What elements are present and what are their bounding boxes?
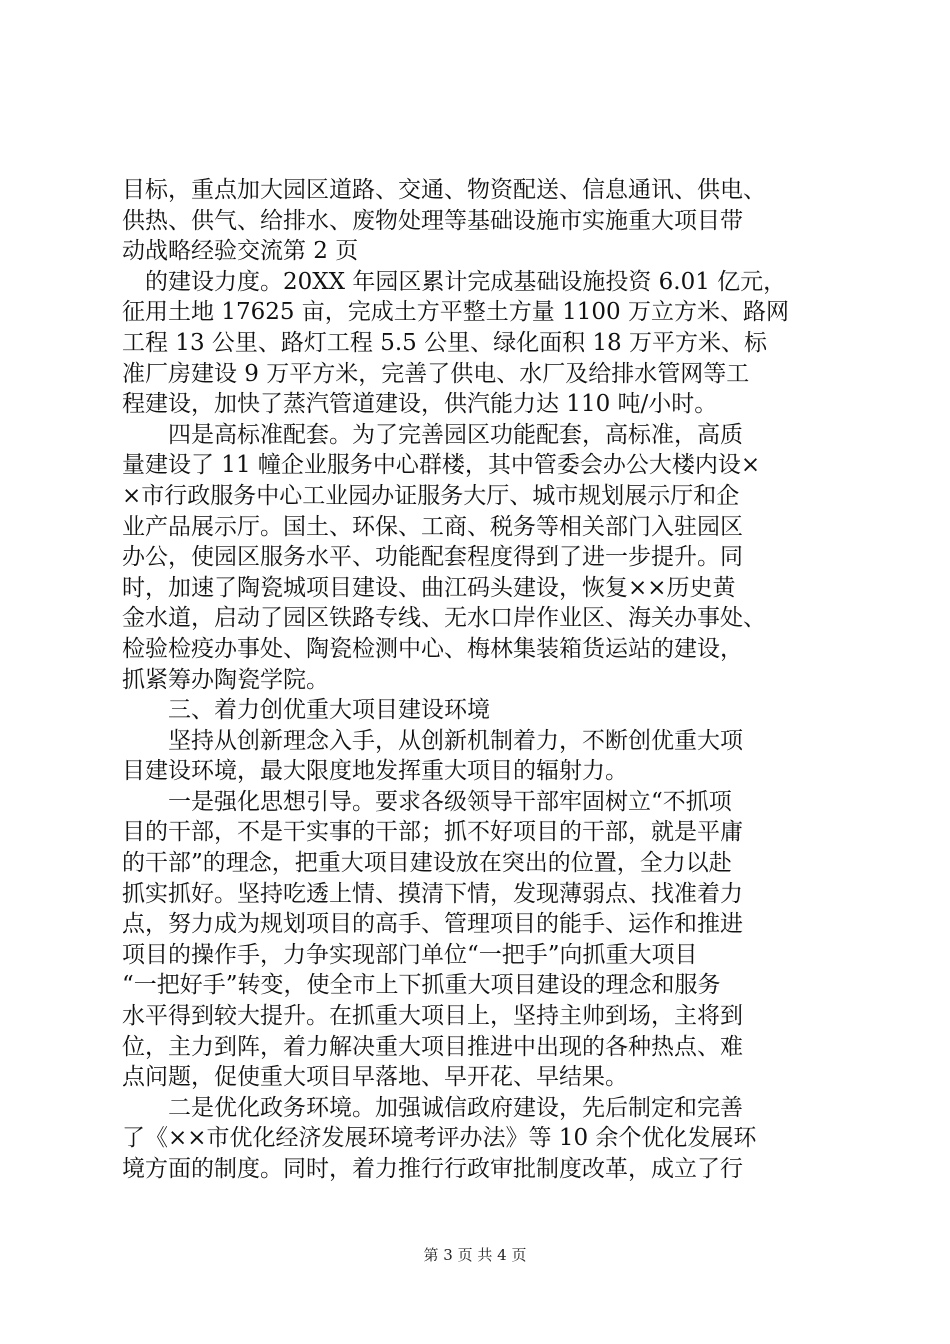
body-line: 一是强化思想引导。要求各级领导干部牢固树立“不抓项	[122, 788, 732, 815]
body-line: 位，主力到阵，着力解决重大项目推进中出现的各种热点、难	[122, 1033, 743, 1060]
body-line: 点，努力成为规划项目的高手、管理项目的能手、运作和推进	[122, 911, 743, 938]
body-line: 抓紧筹办陶瓷学院。	[122, 666, 329, 693]
body-line: 目建设环境，最大限度地发挥重大项目的辐射力。	[122, 758, 628, 785]
body-line: 境方面的制度。同时，着力推行行政审批制度改革，成立了行	[122, 1156, 743, 1182]
section-heading: 三、着力创优重大项目建设环境	[122, 697, 490, 724]
body-line: 动战略经验交流第 2 页	[122, 238, 359, 265]
body-line: 二是优化政务环境。加强诚信政府建设，先后制定和完善	[122, 1094, 743, 1121]
body-line: 项目的操作手，力争实现部门单位“一把手”向抓重大项目	[122, 941, 698, 968]
body-line: 量建设了 11 幢企业服务中心群楼，其中管委会办公大楼内设×	[122, 452, 761, 479]
body-line: ×市行政服务中心工业园办证服务大厅、城市规划展示厅和企	[122, 482, 740, 509]
body-line: “一把好手”转变，使全市上下抓重大项目建设的理念和服务	[122, 972, 721, 999]
document-body	[122, 175, 842, 1185]
body-line: 金水道，启动了园区铁路专线、无水口岸作业区、海关办事处、	[122, 605, 766, 632]
body-line: 准厂房建设 9 万平方米，完善了供电、水厂及给排水管网等工	[122, 360, 750, 387]
body-line: 办公，使园区服务水平、功能配套程度得到了进一步提升。同	[122, 544, 743, 571]
body-line: 业产品展示厅。国土、环保、工商、税务等相关部门入驻园区	[122, 513, 743, 540]
body-line: 供热、供气、给排水、废物处理等基础设施市实施重大项目带	[122, 207, 743, 234]
page-number-footer: 第 3 页 共 4 页	[423, 1246, 527, 1264]
body-line: 时，加速了陶瓷城项目建设、曲江码头建设，恢复××历史黄	[122, 574, 736, 601]
body-line: 的建设力度。20XX 年园区累计完成基础设施投资 6.01 亿元，	[122, 268, 787, 295]
body-line: 四是高标准配套。为了完善园区功能配套，高标准，高质	[122, 421, 743, 448]
body-line: 点问题，促使重大项目早落地、早开花、早结果。	[122, 1064, 628, 1091]
body-line: 程建设，加快了蒸汽管道建设，供汽能力达 110 吨/小时。	[122, 391, 718, 418]
body-line: 水平得到较大提升。在抓重大项目上，坚持主帅到场，主将到	[122, 1003, 743, 1030]
body-line: 坚持从创新理念入手，从创新机制着力，不断创优重大项	[122, 727, 743, 754]
body-line: 工程 13 公里、路灯工程 5.5 公里、绿化面积 18 万平方米、标	[122, 329, 767, 356]
body-line: 目的干部，不是干实事的干部；抓不好项目的干部，就是平庸	[122, 819, 743, 846]
body-line: 了《××市优化经济发展环境考评办法》等 10 余个优化发展环	[122, 1125, 757, 1152]
body-line: 征用土地 17625 亩，完成土方平整土方量 1100 万立方米、路网	[122, 299, 789, 326]
body-line: 目标，重点加大园区道路、交通、物资配送、信息通讯、供电、	[122, 177, 766, 203]
body-line: 的干部”的理念，把重大项目建设放在突出的位置，全力以赴	[122, 850, 732, 877]
body-line: 抓实抓好。坚持吃透上情、摸清下情，发现薄弱点、找准着力	[122, 880, 743, 907]
body-line: 检验检疫办事处、陶瓷检测中心、梅林集装箱货运站的建设，	[122, 635, 743, 662]
